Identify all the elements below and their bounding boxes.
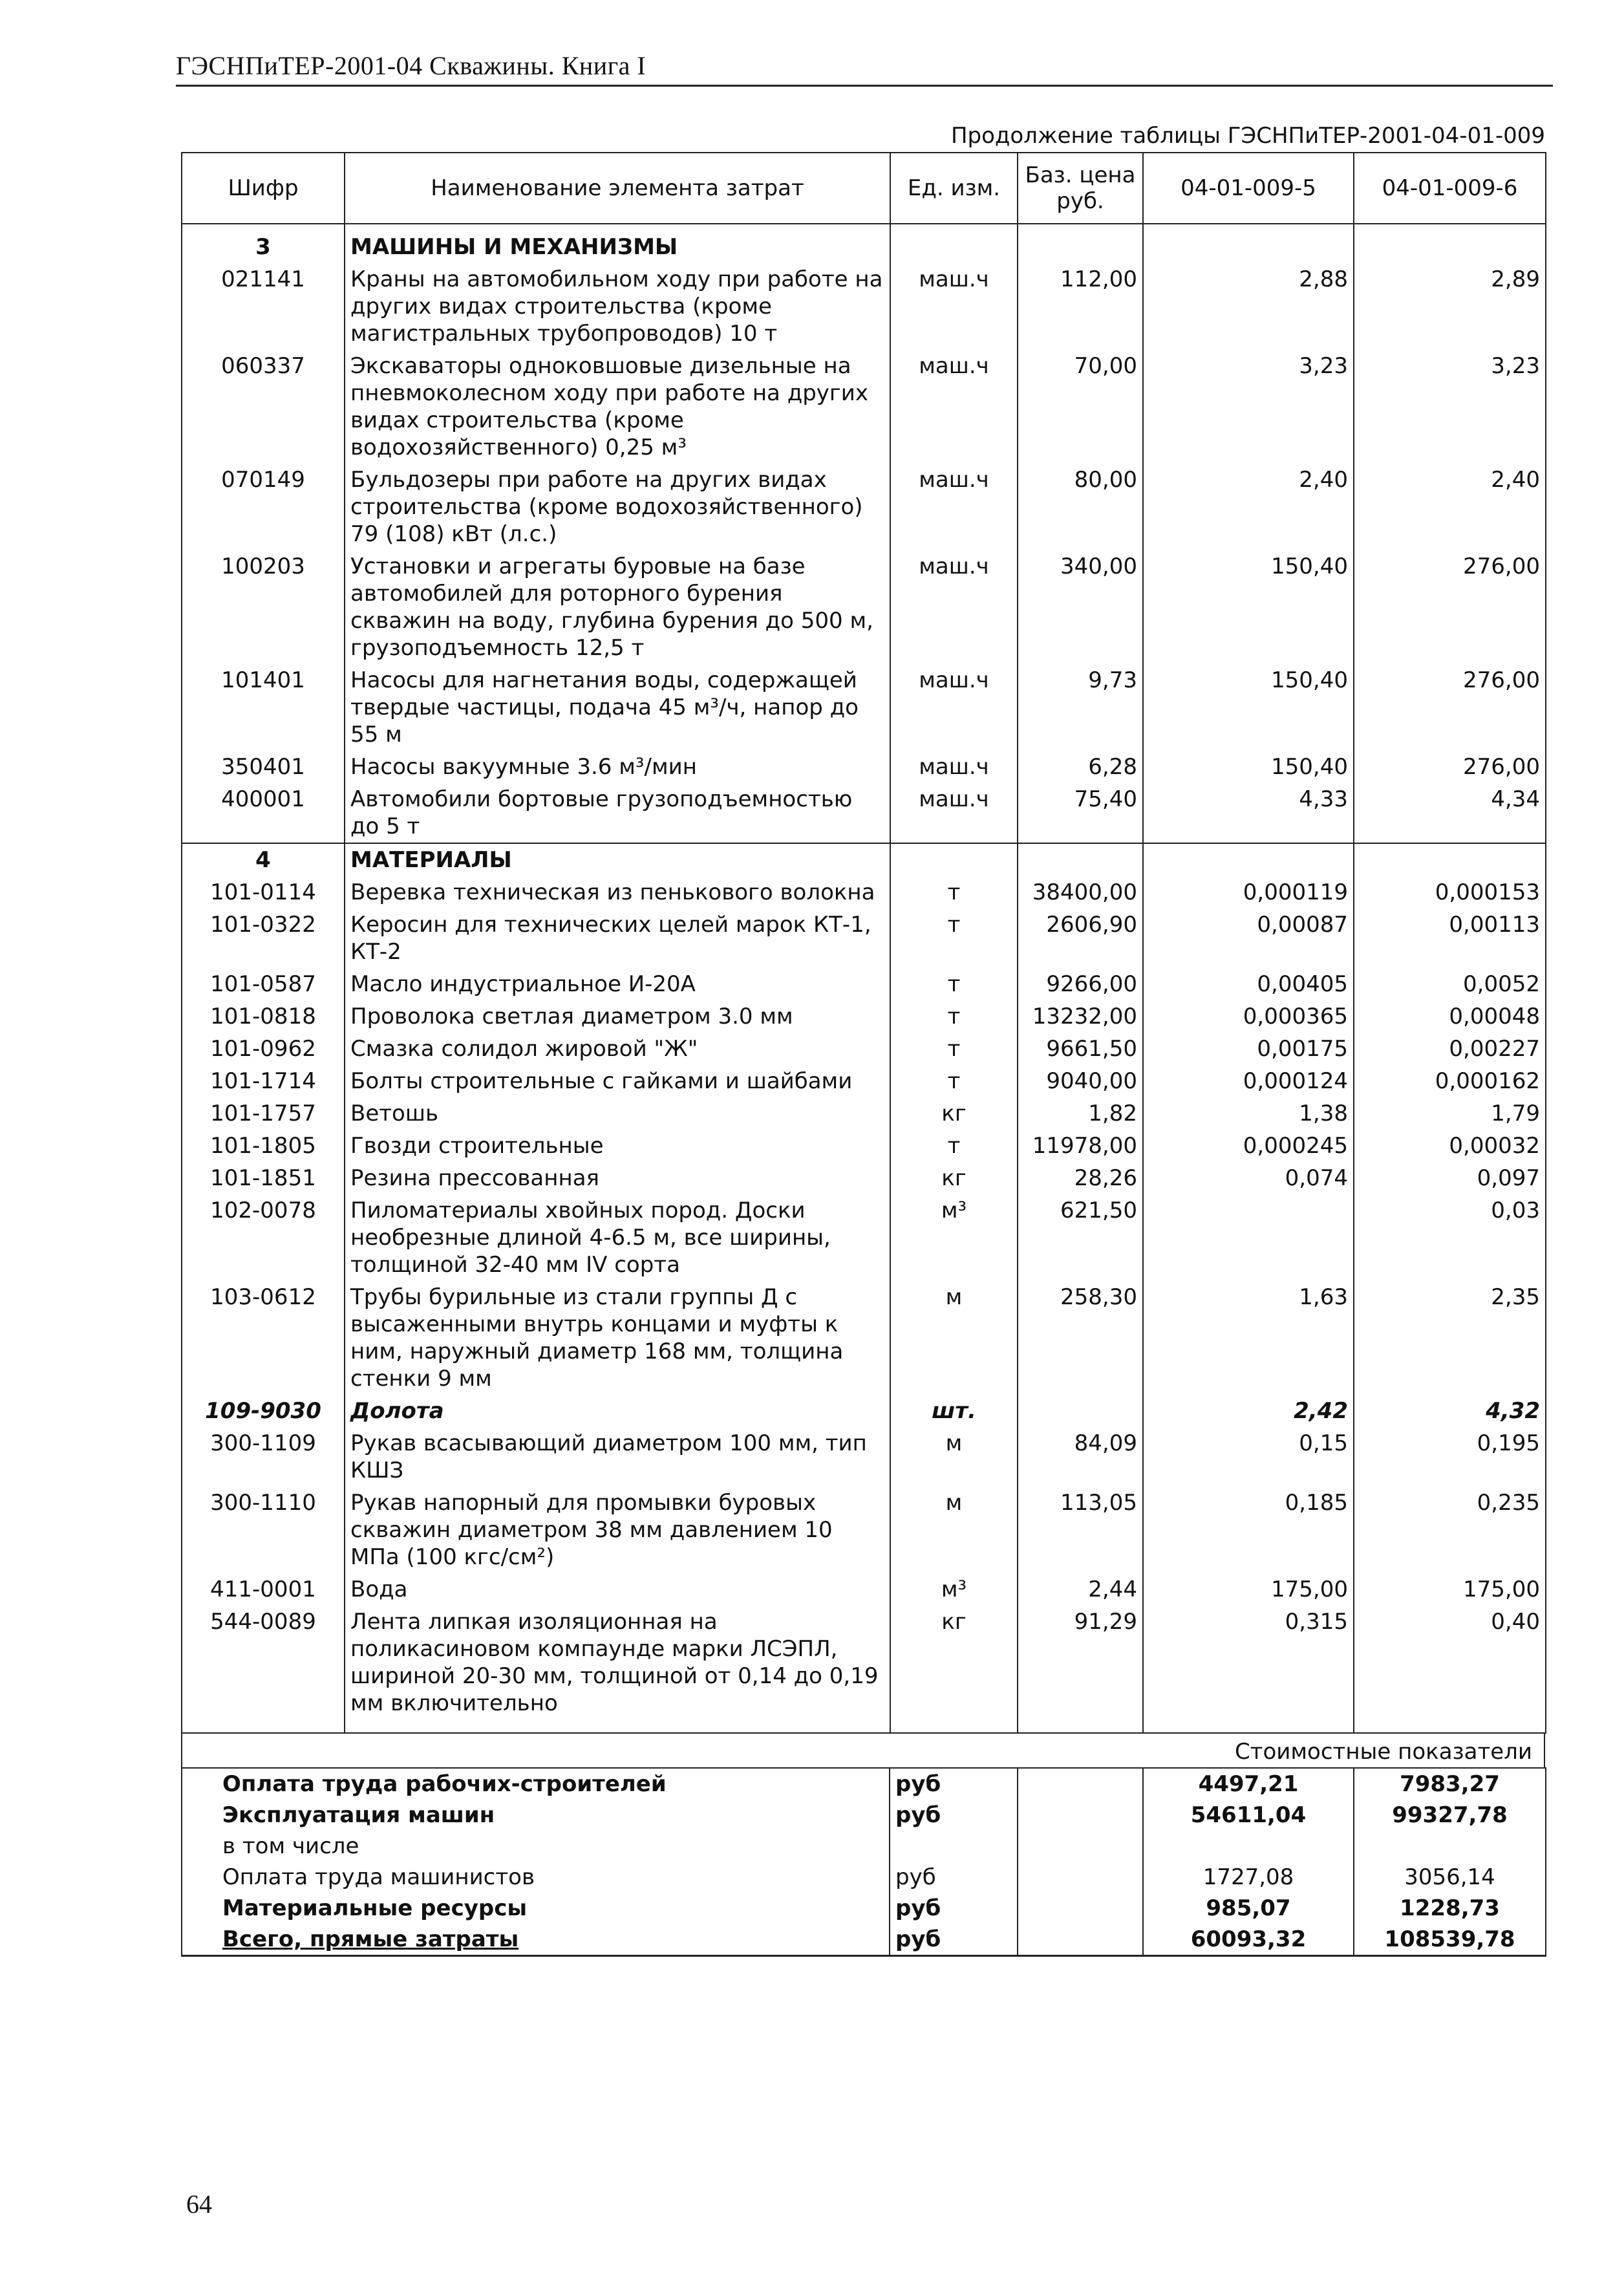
row-value-6: 0,00048 bbox=[1354, 1000, 1546, 1033]
row-code: 101-0114 bbox=[182, 876, 345, 909]
summary-value-6: 3056,14 bbox=[1354, 1862, 1546, 1893]
row-code: 400001 bbox=[182, 783, 345, 843]
summary-value-6: 1228,73 bbox=[1354, 1893, 1546, 1924]
row-name: Рукав всасывающий диаметром 100 мм, тип КШЗ bbox=[345, 1427, 890, 1487]
table-row bbox=[182, 1065, 1546, 1097]
summary-label: Материальные ресурсы bbox=[182, 1893, 890, 1924]
row-value-6: 0,03 bbox=[1354, 1194, 1546, 1281]
table-row bbox=[182, 464, 1546, 550]
summary-value-5: 1727,08 bbox=[1143, 1862, 1354, 1893]
row-unit bbox=[890, 843, 1018, 876]
summary-label: Эксплуатация машин bbox=[182, 1800, 890, 1831]
table-row bbox=[182, 1194, 1546, 1281]
row-unit: маш.ч bbox=[890, 550, 1018, 664]
row-value-6: 1,79 bbox=[1354, 1097, 1546, 1130]
row-value-5 bbox=[1143, 224, 1354, 263]
row-value-6: 0,0052 bbox=[1354, 968, 1546, 1000]
table-row bbox=[182, 1427, 1546, 1487]
row-name: Ветошь bbox=[345, 1097, 890, 1130]
row-code: 101-1714 bbox=[182, 1065, 345, 1097]
row-unit: т bbox=[890, 1033, 1018, 1065]
summary-value-6: 99327,78 bbox=[1354, 1800, 1546, 1831]
table-row bbox=[182, 1162, 1546, 1194]
summary-empty-cell bbox=[1018, 1768, 1143, 1800]
row-code: 350401 bbox=[182, 751, 345, 783]
row-unit: кг bbox=[890, 1097, 1018, 1130]
table-row bbox=[182, 751, 1546, 783]
row-name: Пиломатериалы хвойных пород. Доски необрезные длиной 4-6.5 м, все ширины, толщиной 32-40 мм IV сорта bbox=[345, 1194, 890, 1281]
row-value-5: 2,42 bbox=[1143, 1395, 1354, 1427]
row-value-5: 2,40 bbox=[1143, 464, 1354, 550]
summary-caption: Стоимостные показатели bbox=[181, 1732, 1545, 1767]
summary-value-5: 54611,04 bbox=[1143, 1800, 1354, 1831]
row-value-6: 0,000153 bbox=[1354, 876, 1546, 909]
spacer-cell bbox=[1018, 1719, 1143, 1733]
summary-value-5 bbox=[1143, 1831, 1354, 1862]
row-value-5: 4,33 bbox=[1143, 783, 1354, 843]
header-price: Баз. цена руб. bbox=[1018, 153, 1143, 224]
summary-row bbox=[182, 1862, 1546, 1893]
row-base-price: 70,00 bbox=[1018, 350, 1143, 464]
row-unit: кг bbox=[890, 1162, 1018, 1194]
row-value-5: 175,00 bbox=[1143, 1573, 1354, 1606]
header-name: Наименование элемента затрат bbox=[345, 153, 890, 224]
table-row bbox=[182, 876, 1546, 909]
row-code: 3 bbox=[182, 224, 345, 263]
section-row bbox=[182, 224, 1546, 263]
row-value-6: 276,00 bbox=[1354, 550, 1546, 664]
row-base-price: 2606,90 bbox=[1018, 909, 1143, 968]
summary-unit: руб bbox=[890, 1800, 1018, 1831]
spacer-cell bbox=[890, 1719, 1018, 1733]
section-row bbox=[182, 843, 1546, 876]
summary-unit bbox=[890, 1831, 1018, 1862]
row-unit: т bbox=[890, 968, 1018, 1000]
row-unit bbox=[890, 224, 1018, 263]
row-unit: маш.ч bbox=[890, 350, 1018, 464]
summary-unit: руб bbox=[890, 1924, 1018, 1956]
table-row bbox=[182, 1033, 1546, 1065]
summary-empty-cell bbox=[1018, 1800, 1143, 1831]
row-name: Проволока светлая диаметром 3.0 мм bbox=[345, 1000, 890, 1033]
row-name: Краны на автомобильном ходу при работе на других видах строительства (кроме магистральных трубопроводов) 10 т bbox=[345, 263, 890, 350]
row-value-5: 150,40 bbox=[1143, 550, 1354, 664]
row-base-price bbox=[1018, 224, 1143, 263]
row-value-6: 0,195 bbox=[1354, 1427, 1546, 1487]
table-row bbox=[182, 1281, 1546, 1395]
table-row bbox=[182, 1487, 1546, 1573]
spacer-cell bbox=[345, 1719, 890, 1733]
row-unit: маш.ч bbox=[890, 464, 1018, 550]
row-name: Экскаваторы одноковшовые дизельные на пневмоколесном ходу при работе на других видах строительства (кроме водохозяйственного) 0,25 м³ bbox=[345, 350, 890, 464]
table-continuation-title: Продолжение таблицы ГЭСНПиТЕР-2001-04-01-009 bbox=[950, 123, 1545, 149]
row-base-price: 9661,50 bbox=[1018, 1033, 1143, 1065]
row-name: Долота bbox=[345, 1395, 890, 1427]
summary-value-5: 985,07 bbox=[1143, 1893, 1354, 1924]
row-unit: м³ bbox=[890, 1194, 1018, 1281]
row-base-price: 13232,00 bbox=[1018, 1000, 1143, 1033]
summary-label: Всего, прямые затраты bbox=[182, 1924, 890, 1956]
table-row bbox=[182, 550, 1546, 664]
row-base-price: 6,28 bbox=[1018, 751, 1143, 783]
row-name: Бульдозеры при работе на других видах строительства (кроме водохозяйственного) 79 (108) кВт (л.с.) bbox=[345, 464, 890, 550]
row-value-6: 0,40 bbox=[1354, 1606, 1546, 1719]
table-row bbox=[182, 263, 1546, 350]
table-row bbox=[182, 783, 1546, 843]
row-name: Трубы бурильные из стали группы Д с высаженными внутрь концами и муфты к ним, наружный диаметр 168 мм, толщина стенки 9 мм bbox=[345, 1281, 890, 1395]
row-unit: маш.ч bbox=[890, 783, 1018, 843]
row-value-6: 0,00032 bbox=[1354, 1130, 1546, 1162]
table-header-row bbox=[182, 153, 1546, 224]
spacer-cell bbox=[1143, 1719, 1354, 1733]
spacer-cell bbox=[182, 1719, 345, 1733]
table-row bbox=[182, 1395, 1546, 1427]
row-code: 411-0001 bbox=[182, 1573, 345, 1606]
row-value-5 bbox=[1143, 843, 1354, 876]
row-base-price: 258,30 bbox=[1018, 1281, 1143, 1395]
row-unit: т bbox=[890, 1130, 1018, 1162]
row-unit: м bbox=[890, 1427, 1018, 1487]
row-code: 103-0612 bbox=[182, 1281, 345, 1395]
row-value-6: 0,000162 bbox=[1354, 1065, 1546, 1097]
row-value-6: 175,00 bbox=[1354, 1573, 1546, 1606]
row-value-5 bbox=[1143, 1194, 1354, 1281]
table-row bbox=[182, 968, 1546, 1000]
row-value-5: 150,40 bbox=[1143, 751, 1354, 783]
row-value-5: 0,000245 bbox=[1143, 1130, 1354, 1162]
row-code: 101-1851 bbox=[182, 1162, 345, 1194]
summary-value-5: 60093,32 bbox=[1143, 1924, 1354, 1956]
row-name: Болты строительные с гайками и шайбами bbox=[345, 1065, 890, 1097]
table-row bbox=[182, 1097, 1546, 1130]
row-name: Смазка солидол жировой "Ж" bbox=[345, 1033, 890, 1065]
table-row bbox=[182, 1130, 1546, 1162]
row-code: 101-0322 bbox=[182, 909, 345, 968]
row-value-5: 0,00175 bbox=[1143, 1033, 1354, 1065]
row-unit: т bbox=[890, 1000, 1018, 1033]
page-number: 64 bbox=[186, 2190, 212, 2219]
table-row bbox=[182, 909, 1546, 968]
table-row bbox=[182, 1000, 1546, 1033]
row-base-price: 1,82 bbox=[1018, 1097, 1143, 1130]
summary-empty-cell bbox=[1018, 1831, 1143, 1862]
summary-unit: руб bbox=[890, 1862, 1018, 1893]
summary-empty-cell bbox=[1018, 1893, 1143, 1924]
table-row bbox=[182, 1573, 1546, 1606]
row-code: 102-0078 bbox=[182, 1194, 345, 1281]
row-unit: т bbox=[890, 876, 1018, 909]
row-name: Резина прессованная bbox=[345, 1162, 890, 1194]
row-name: Масло индустриальное И-20А bbox=[345, 968, 890, 1000]
row-base-price: 84,09 bbox=[1018, 1427, 1143, 1487]
row-base-price: 9266,00 bbox=[1018, 968, 1143, 1000]
row-unit: м bbox=[890, 1281, 1018, 1395]
row-value-5: 3,23 bbox=[1143, 350, 1354, 464]
row-base-price: 9,73 bbox=[1018, 664, 1143, 751]
row-unit: кг bbox=[890, 1606, 1018, 1719]
summary-empty-cell bbox=[1018, 1862, 1143, 1893]
header-col-5: 04-01-009-5 bbox=[1143, 153, 1354, 224]
row-unit: м bbox=[890, 1487, 1018, 1573]
row-value-6: 2,89 bbox=[1354, 263, 1546, 350]
row-name: МАТЕРИАЛЫ bbox=[345, 843, 890, 876]
row-name: Гвозди строительные bbox=[345, 1130, 890, 1162]
row-base-price: 80,00 bbox=[1018, 464, 1143, 550]
row-value-6: 276,00 bbox=[1354, 664, 1546, 751]
row-value-6: 0,097 bbox=[1354, 1162, 1546, 1194]
header-code: Шифр bbox=[182, 153, 345, 224]
row-unit: т bbox=[890, 1065, 1018, 1097]
row-base-price: 38400,00 bbox=[1018, 876, 1143, 909]
row-base-price: 621,50 bbox=[1018, 1194, 1143, 1281]
row-unit: т bbox=[890, 909, 1018, 968]
row-code: 021141 bbox=[182, 263, 345, 350]
row-code: 101-0587 bbox=[182, 968, 345, 1000]
row-unit: м³ bbox=[890, 1573, 1018, 1606]
resource-table bbox=[181, 152, 1546, 1734]
row-base-price bbox=[1018, 843, 1143, 876]
row-unit: маш.ч bbox=[890, 751, 1018, 783]
row-value-6: 2,35 bbox=[1354, 1281, 1546, 1395]
row-name: Установки и агрегаты буровые на базе автомобилей для роторного бурения скважин на воду, глубина бурения до 500 м, грузоподъемность 12,5 т bbox=[345, 550, 890, 664]
row-code: 544-0089 bbox=[182, 1606, 345, 1719]
row-value-5: 0,00087 bbox=[1143, 909, 1354, 968]
row-unit: шт. bbox=[890, 1395, 1018, 1427]
row-code: 101-0818 bbox=[182, 1000, 345, 1033]
summary-value-6: 108539,78 bbox=[1354, 1924, 1546, 1956]
resource-table-container bbox=[181, 152, 1545, 1734]
summary-table bbox=[181, 1767, 1546, 1957]
row-code: 4 bbox=[182, 843, 345, 876]
row-name: Насосы для нагнетания воды, содержащей твердые частицы, подача 45 м³/ч, напор до 55 м bbox=[345, 664, 890, 751]
row-base-price: 11978,00 bbox=[1018, 1130, 1143, 1162]
row-value-6 bbox=[1354, 224, 1546, 263]
row-value-6: 2,40 bbox=[1354, 464, 1546, 550]
row-value-6: 4,32 bbox=[1354, 1395, 1546, 1427]
row-base-price: 340,00 bbox=[1018, 550, 1143, 664]
header-unit: Ед. изм. bbox=[890, 153, 1018, 224]
row-code: 101401 bbox=[182, 664, 345, 751]
row-value-6: 0,00227 bbox=[1354, 1033, 1546, 1065]
spacer-cell bbox=[1354, 1719, 1546, 1733]
row-value-6 bbox=[1354, 843, 1546, 876]
row-value-5: 0,000119 bbox=[1143, 876, 1354, 909]
row-code: 109-9030 bbox=[182, 1395, 345, 1427]
table-row bbox=[182, 664, 1546, 751]
running-head: ГЭСНПиТЕР-2001-04 Скважины. Книга I bbox=[176, 50, 1553, 87]
row-code: 300-1110 bbox=[182, 1487, 345, 1573]
summary-row bbox=[182, 1831, 1546, 1862]
row-code: 101-1757 bbox=[182, 1097, 345, 1130]
table-row bbox=[182, 1606, 1546, 1719]
summary-value-6: 7983,27 bbox=[1354, 1768, 1546, 1800]
row-base-price: 113,05 bbox=[1018, 1487, 1143, 1573]
summary-unit: руб bbox=[890, 1768, 1018, 1800]
summary-label: Оплата труда рабочих-строителей bbox=[182, 1768, 890, 1800]
row-code: 060337 bbox=[182, 350, 345, 464]
row-value-5: 0,185 bbox=[1143, 1487, 1354, 1573]
summary-unit: руб bbox=[890, 1893, 1018, 1924]
row-code: 070149 bbox=[182, 464, 345, 550]
row-value-6: 0,235 bbox=[1354, 1487, 1546, 1573]
row-name: МАШИНЫ И МЕХАНИЗМЫ bbox=[345, 224, 890, 263]
cost-summary bbox=[181, 1732, 1545, 1957]
summary-value-5: 4497,21 bbox=[1143, 1768, 1354, 1800]
summary-value-6 bbox=[1354, 1831, 1546, 1862]
row-name: Керосин для технических целей марок КТ-1, КТ-2 bbox=[345, 909, 890, 968]
row-base-price: 9040,00 bbox=[1018, 1065, 1143, 1097]
summary-row bbox=[182, 1800, 1546, 1831]
row-value-5: 0,00405 bbox=[1143, 968, 1354, 1000]
row-value-5: 150,40 bbox=[1143, 664, 1354, 751]
header-col-6: 04-01-009-6 bbox=[1354, 153, 1546, 224]
row-code: 300-1109 bbox=[182, 1427, 345, 1487]
summary-label: в том числе bbox=[182, 1831, 890, 1862]
row-value-5: 0,15 bbox=[1143, 1427, 1354, 1487]
row-base-price: 75,40 bbox=[1018, 783, 1143, 843]
row-value-6: 3,23 bbox=[1354, 350, 1546, 464]
row-base-price: 112,00 bbox=[1018, 263, 1143, 350]
row-base-price: 2,44 bbox=[1018, 1573, 1143, 1606]
row-name: Рукав напорный для промывки буровых скважин диаметром 38 мм давлением 10 МПа (100 кгс/см²) bbox=[345, 1487, 890, 1573]
summary-body bbox=[182, 1768, 1546, 1956]
row-code: 100203 bbox=[182, 550, 345, 664]
row-value-5: 1,63 bbox=[1143, 1281, 1354, 1395]
row-unit: маш.ч bbox=[890, 664, 1018, 751]
row-name: Лента липкая изоляционная на поликасиновом компаунде марки ЛСЭПЛ, шириной 20-30 мм, толщиной от 0,14 до 0,19 мм включительно bbox=[345, 1606, 890, 1719]
row-name: Веревка техническая из пенькового волокна bbox=[345, 876, 890, 909]
row-name: Насосы вакуумные 3.6 м³/мин bbox=[345, 751, 890, 783]
row-value-5: 2,88 bbox=[1143, 263, 1354, 350]
row-value-5: 1,38 bbox=[1143, 1097, 1354, 1130]
row-unit: маш.ч bbox=[890, 263, 1018, 350]
row-base-price: 91,29 bbox=[1018, 1606, 1143, 1719]
row-value-5: 0,000365 bbox=[1143, 1000, 1354, 1033]
row-value-6: 4,34 bbox=[1354, 783, 1546, 843]
row-value-6: 0,00113 bbox=[1354, 909, 1546, 968]
row-name: Вода bbox=[345, 1573, 890, 1606]
summary-row bbox=[182, 1768, 1546, 1800]
row-value-5: 0,074 bbox=[1143, 1162, 1354, 1194]
summary-label: Оплата труда машинистов bbox=[182, 1862, 890, 1893]
table-body bbox=[182, 224, 1546, 1733]
row-value-6: 276,00 bbox=[1354, 751, 1546, 783]
summary-row bbox=[182, 1924, 1546, 1956]
row-value-5: 0,000124 bbox=[1143, 1065, 1354, 1097]
row-base-price bbox=[1018, 1395, 1143, 1427]
summary-empty-cell bbox=[1018, 1924, 1143, 1956]
summary-row bbox=[182, 1893, 1546, 1924]
row-name: Автомобили бортовые грузоподъемностью до 5 т bbox=[345, 783, 890, 843]
row-value-5: 0,315 bbox=[1143, 1606, 1354, 1719]
table-row bbox=[182, 350, 1546, 464]
table-end-spacer bbox=[182, 1719, 1546, 1733]
row-base-price: 28,26 bbox=[1018, 1162, 1143, 1194]
row-code: 101-1805 bbox=[182, 1130, 345, 1162]
row-code: 101-0962 bbox=[182, 1033, 345, 1065]
